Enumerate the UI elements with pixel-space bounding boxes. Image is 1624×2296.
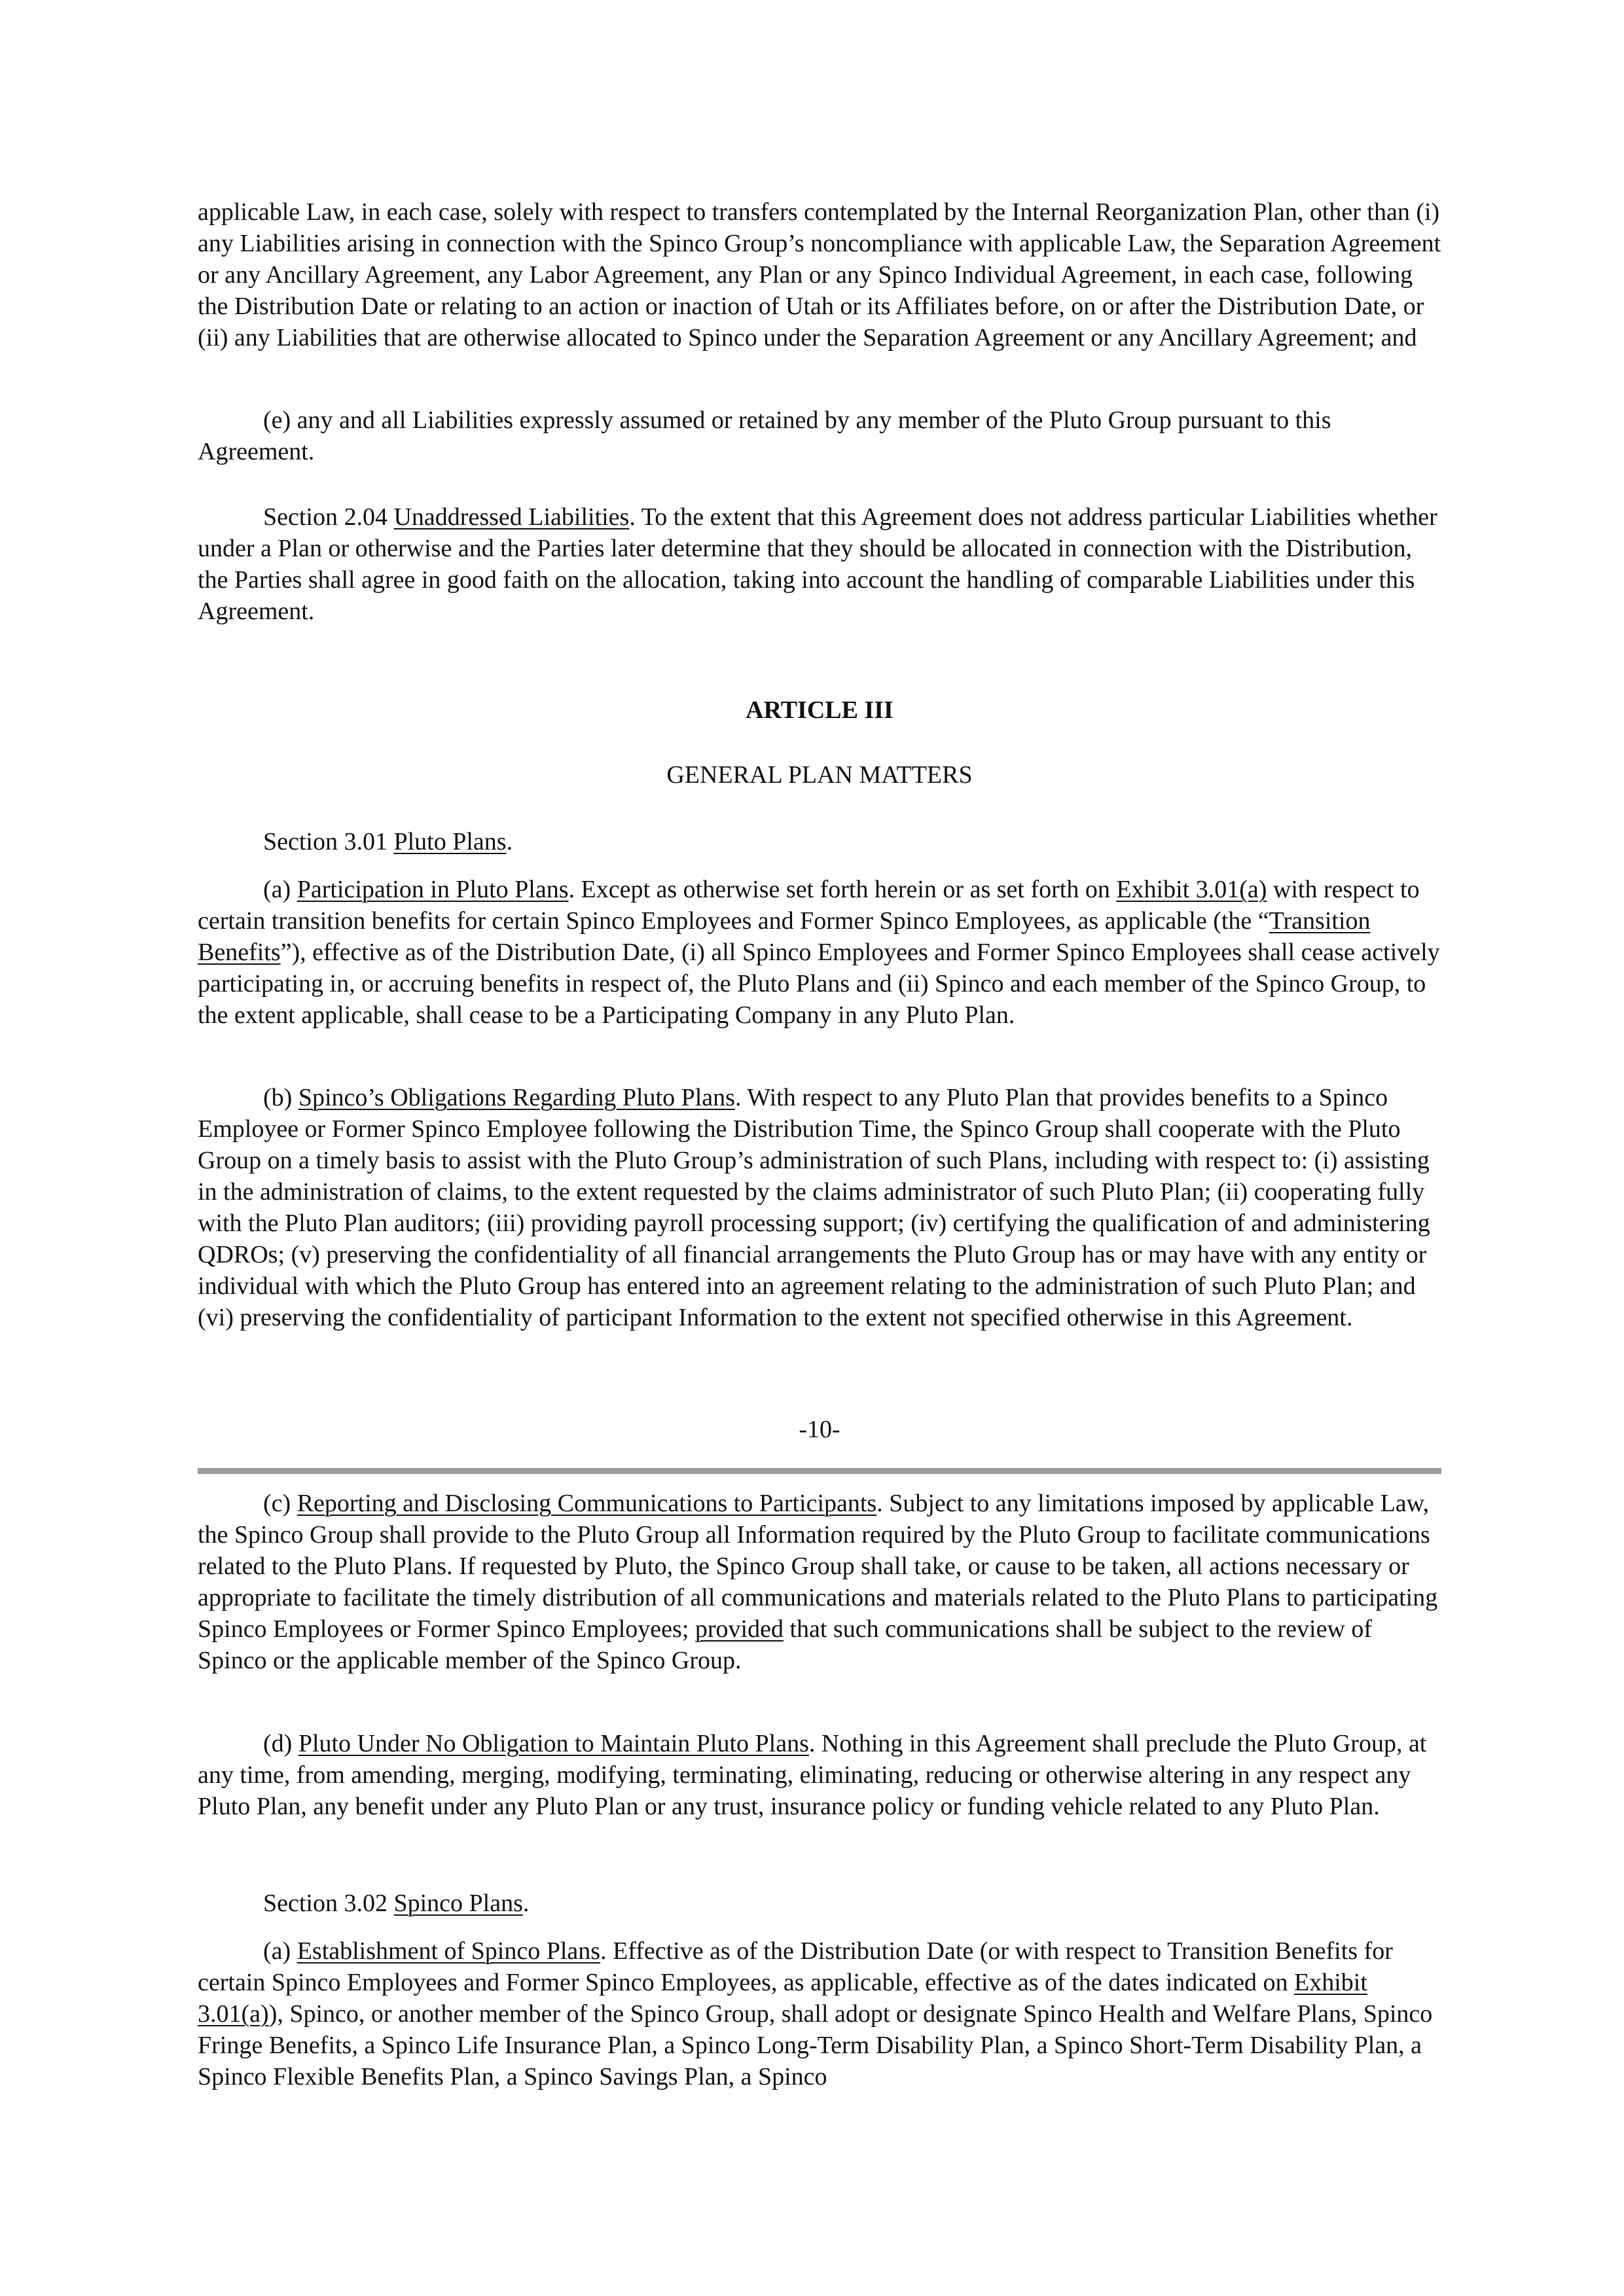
subsection-text: ”), effective as of the Distribution Date, (i) all Spinco Employees and Former Spinco Employees shall cease actively participating in, or accruing benefits in respect of, the Pluto Plans and (ii) Spinco and each member of the Spinco Group, to the extent applicable, shall cease to be a Participating Company in any Pluto Plan. <box>198 939 1440 1029</box>
page-number-text: -10- <box>799 1416 840 1443</box>
subsection-title: Participation in Pluto Plans <box>297 876 569 903</box>
section-title: Pluto Plans <box>393 828 507 855</box>
paragraph-3-01-c <box>198 1488 1441 1676</box>
defined-term: provided <box>695 1615 784 1643</box>
page-number <box>198 1414 1441 1445</box>
section-number: Section 3.02 <box>263 1890 394 1917</box>
subsection-title: Reporting and Disclosing Communications to Participants <box>297 1490 877 1517</box>
subsection-title: Pluto Under No Obligation to Maintain Pluto Plans <box>298 1730 809 1757</box>
paragraph-e <box>198 404 1441 467</box>
article-title-text: GENERAL PLAN MATTERS <box>666 761 973 789</box>
section-number: Section 2.04 <box>263 503 394 531</box>
paragraph-3-01-d <box>198 1728 1441 1822</box>
exhibit-reference: Exhibit 3.01(a) <box>198 1969 1367 2028</box>
article-title <box>198 759 1441 791</box>
subsection-text: . With respect to any Pluto Plan that provides benefits to a Spinco Employee or Former Spinco Employee following the Distribution Time, the Spinco Group shall cooperate with the Pluto Group on a timely basis to assist with the Pluto Group’s administration of such Plans, including with respect to: (i) assisting in the administration of claims, to the extent requested by the claims administrator of such Pluto Plan; (ii) cooperating fully with the Pluto Plan auditors; (iii) providing payroll processing support; (iv) certifying the qualification of and administering QDROs; (v) preserving the confidentiality of all financial arrangements the Pluto Group has or may have with any entity or individual with which the Pluto Group has entered into an agreement relating to the administration of such Pluto Plan; and (vi) preserving the confidentiality of participant Information to the extent not specified otherwise in this Agreement. <box>198 1084 1430 1331</box>
section-text: . To the extent that this Agreement does not address particular Liabilities whether under a Plan or otherwise and the Parties later determine that they should be allocated in connection with the Distribution, the Parties shall agree in good faith on the allocation, taking into account the handling of comparable Liabilities under this Agreement. <box>198 503 1437 625</box>
subsection-title: Establishment of Spinco Plans <box>297 1937 601 1965</box>
section-3-01 <box>198 826 1441 857</box>
subsection-label: (b) <box>263 1084 298 1111</box>
paragraph-text: (e) any and all Liabilities expressly assumed or retained by any member of the Pluto Group pursuant to this Agreement. <box>198 406 1331 465</box>
paragraph-3-02-a <box>198 1935 1441 2092</box>
section-3-02 <box>198 1888 1441 1919</box>
subsection-label: (a) <box>263 876 297 903</box>
section-title: Unaddressed Liabilities <box>393 503 630 531</box>
section-number: Section 3.01 <box>263 828 394 855</box>
section-period: . <box>506 828 513 855</box>
paragraph-3-01-a <box>198 874 1441 1031</box>
subsection-label: (c) <box>263 1490 297 1517</box>
subsection-text: . Nothing in this Agreement shall preclude the Pluto Group, at any time, from amending, merging, modifying, terminating, eliminating, reducing or otherwise altering in any respect any Pluto Plan, any benefit under any Pluto Plan or any trust, insurance policy or funding vehicle related to any Pluto Plan. <box>198 1730 1427 1820</box>
subsection-text: with respect to certain transition benefits for certain Spinco Employees and Former Spinco Employees, as applicable (the “ <box>198 876 1420 935</box>
section-2-04 <box>198 501 1441 627</box>
subsection-text: . Except as otherwise set forth herein or as set forth on <box>568 876 1117 903</box>
subsection-title: Spinco’s Obligations Regarding Pluto Plans <box>298 1084 735 1111</box>
section-period: . <box>522 1890 530 1917</box>
exhibit-reference: Exhibit 3.01(a) <box>1116 876 1267 903</box>
defined-term: Transition Benefits <box>198 907 1371 966</box>
subsection-label: (a) <box>263 1937 297 1965</box>
page-break-divider <box>198 1468 1441 1474</box>
section-title: Spinco Plans <box>393 1890 523 1917</box>
article-number: ARTICLE III <box>746 696 893 724</box>
paragraph-3-01-b <box>198 1082 1441 1333</box>
subsection-text: ), Spinco, or another member of the Spinco Group, shall adopt or designate Spinco Health and Welfare Plans, Spinco Fringe Benefits, a Spinco Life Insurance Plan, a Spinco Long-Term Disability Plan, a Spinco Short-Term Disability Plan, a Spinco Flexible Benefits Plan, a Spinco Savings Plan, a Spinco <box>198 2000 1433 2090</box>
subsection-text: . Subject to any limitations imposed by applicable Law, the Spinco Group shall provide to the Pluto Group all Information required by the Pluto Group to facilitate communications related to the Pluto Plans. If requested by Pluto, the Spinco Group shall take, or cause to be taken, all actions necessary or appropriate to facilitate the timely distribution of all communications and materials related to the Pluto Plans to participating Spinco Employees or Former Spinco Employees; <box>198 1490 1438 1643</box>
subsection-text: that such communications shall be subject to the review of Spinco or the applicable member of the Spinco Group. <box>198 1615 1373 1674</box>
subsection-label: (d) <box>263 1730 298 1757</box>
paragraph-text: applicable Law, in each case, solely with respect to transfers contemplated by the Internal Reorganization Plan, other than (i) any Liabilities arising in connection with the Spinco Group’s noncompliance with applicable Law, the Separation Agreement or any Ancillary Agreement, any Labor Agreement, any Plan or any Spinco Individual Agreement, in each case, following the Distribution Date or relating to an action or inaction of Utah or its Affiliates before, on or after the Distribution Date, or (ii) any Liabilities that are otherwise allocated to Spinco under the Separation Agreement or any Ancillary Agreement; and <box>198 198 1441 351</box>
paragraph-continuation <box>198 196 1441 353</box>
subsection-text: . Effective as of the Distribution Date (or with respect to Transition Benefits for certain Spinco Employees and Former Spinco Employees, as applicable, effective as of the dates indicated on <box>198 1937 1393 1996</box>
article-heading <box>198 694 1441 726</box>
